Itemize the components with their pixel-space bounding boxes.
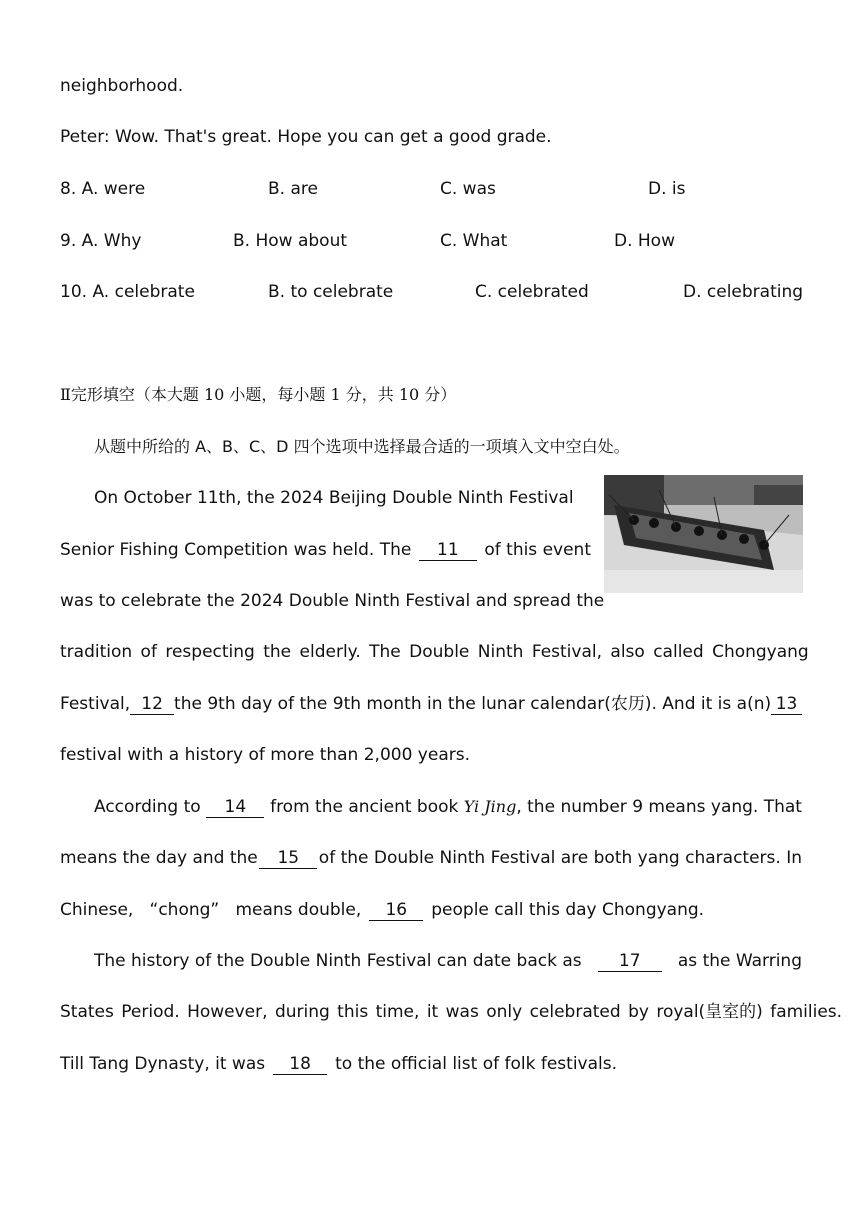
blank-11[interactable]: 11 [419, 540, 477, 561]
option-b: B. to celebrate [268, 282, 394, 302]
blank-12[interactable]: 12 [130, 694, 174, 715]
passage-line: Senior Fishing Competition was held. The 11 of this event [60, 540, 591, 560]
passage-line: On October 11th, the 2024 Beijing Double Ninth Festival [94, 488, 574, 508]
blank-13[interactable]: 13 [771, 694, 802, 715]
option-c: C. was [440, 179, 496, 199]
section-heading: Ⅱ完形填空（本大题 10 小题，每小题 1 分，共 10 分） [60, 385, 457, 404]
dialogue-line: neighborhood. [60, 76, 184, 96]
question-10: 10. A. celebrate [60, 282, 195, 302]
passage-line: tradition of respecting the elderly. The Double Ninth Festival, also called Chongyang [60, 642, 809, 662]
passage-line: According to 14 from the ancient book Yi Jing, the number 9 means yang. That [94, 797, 802, 817]
option-b: B. are [268, 179, 318, 199]
option-d: D. celebrating [683, 282, 804, 302]
passage-line: means the day and the 15 of the Double Ninth Festival are both yang characters. In [60, 848, 802, 868]
question-9: 9. A. Why [60, 231, 142, 251]
option-b: B. How about [233, 231, 348, 251]
photo-fishing-competition [604, 475, 803, 593]
option-a: A. Why [81, 231, 142, 251]
option-a: A. celebrate [92, 282, 195, 302]
blank-16[interactable]: 16 [369, 900, 423, 921]
passage-line: Chinese, “chong” means double, 16 people call this day Chongyang. [60, 900, 705, 920]
section-instruction: 从题中所给的 A、B、C、D 四个选项中选择最合适的一项填入文中空白处。 [94, 437, 630, 456]
dialogue-line: Peter: Wow. That's great. Hope you can get a good grade. [60, 127, 552, 147]
passage-line: States Period. However, during this time, it was only celebrated by royal(皇室的) families. [60, 1002, 843, 1022]
option-d: D. How [614, 231, 675, 251]
passage-line: Festival, 12 the 9th day of the 9th month in the lunar calendar(农历). And it is a(n) 13 [60, 692, 802, 716]
option-c: C. celebrated [475, 282, 589, 302]
passage-line: festival with a history of more than 2,000 years. [60, 745, 470, 765]
option-a: A. were [81, 179, 146, 199]
option-c: C. What [440, 231, 508, 251]
blank-18[interactable]: 18 [273, 1054, 327, 1075]
option-d: D. is [648, 179, 686, 199]
passage-line: Till Tang Dynasty, it was 18 to the official list of folk festivals. [60, 1054, 618, 1074]
question-8: 8. A. were [60, 179, 146, 199]
blank-14[interactable]: 14 [206, 797, 264, 818]
book-title: Yi Jing [463, 797, 517, 816]
passage-line: The history of the Double Ninth Festival can date back as 17 as the Warring [94, 951, 802, 971]
blank-15[interactable]: 15 [259, 848, 317, 869]
blank-17[interactable]: 17 [598, 951, 662, 972]
passage-line: was to celebrate the 2024 Double Ninth Festival and spread the [60, 591, 605, 611]
